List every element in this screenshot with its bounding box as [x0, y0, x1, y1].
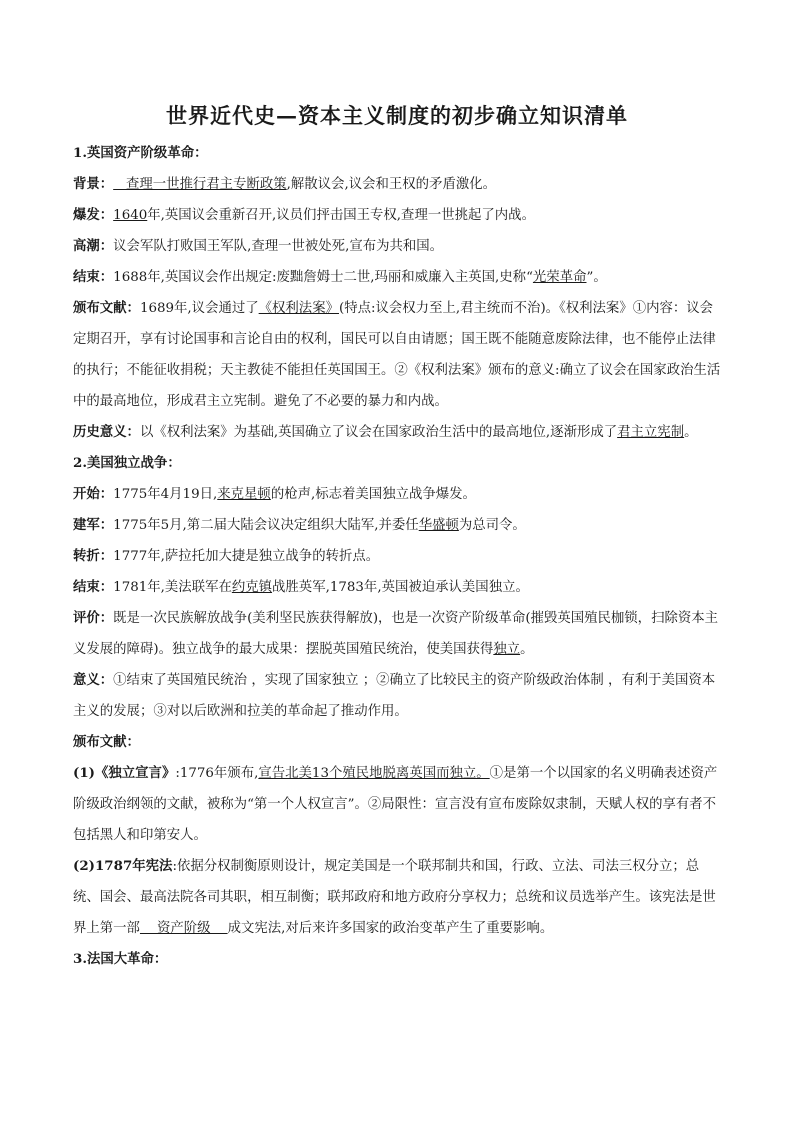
underlined-text: 来克星顿 — [217, 487, 271, 502]
paragraph-text: 的枪声,标志着美国独立战争爆发。 — [270, 487, 476, 502]
paragraph-text: :依据分权制衡原则设计，规定美国是一个联邦制共和国，行政、立法、司法三权分立；总统、国会、最高法院各司其职，相互制衡；联邦政府和地方政府分享权力；总统和议员选举产生。该宪法是世界上第一部 — [73, 859, 716, 936]
underlined-text: 华盛顿 — [418, 518, 459, 533]
paragraph-text: 为总司令。 — [458, 518, 526, 533]
paragraph-text: 1777年,萨拉托加大捷是独立战争的转折点。 — [113, 549, 380, 564]
paragraph-army — [73, 510, 723, 541]
paragraph-constitution — [73, 851, 723, 944]
label-constitution: (2)1787年宪法 — [73, 858, 173, 874]
label-significance: 意义： — [73, 672, 114, 688]
underlined-text: 《权利法案》 — [258, 301, 339, 316]
label-turning-point: 转折： — [73, 548, 114, 564]
section-heading-1: 1.英国资产阶级革命： — [73, 145, 208, 161]
paragraph-evaluation — [73, 603, 723, 665]
underlined-text: 约克镇 — [231, 580, 273, 595]
underlined-text: 宣告北美13个殖民地脱离英国而独立。 — [258, 766, 490, 781]
underlined-text: 1640 — [113, 208, 148, 223]
paragraph-text: 既是一次民族解放战争(美利坚民族获得解放)，也是一次资产阶级革命(摧毁英国殖民枷锁，扫除资本主义发展的障碍)。独立战争的最大成果：摆脱英国殖民统治，使美国获得 — [73, 611, 719, 657]
underlined-text: 独立 — [493, 642, 521, 657]
paragraph-document — [73, 293, 723, 417]
paragraph-climax — [73, 231, 723, 262]
paragraph-declaration — [73, 758, 723, 851]
section-heading-2: 2.美国独立战争： — [73, 455, 181, 471]
label-climax: 高潮： — [73, 238, 114, 254]
paragraph-text: ”。 — [586, 270, 607, 285]
page-title: 世界近代史—资本主义制度的初步确立知识清单 — [166, 103, 628, 128]
label-army: 建军： — [73, 517, 114, 533]
paragraph-end-2 — [73, 572, 723, 603]
paragraph-turning-point — [73, 541, 723, 572]
paragraph-end — [73, 262, 723, 293]
paragraph-text: :1776年颁布, — [175, 766, 259, 781]
paragraph-text: 1781年,美法联军在 — [113, 580, 232, 595]
label-end-2: 结束： — [73, 579, 114, 595]
paragraph-text: ①是第一个以国家的名义明确表述资产阶级政治纲领的文献，被称为“第一个人权宣言”。②局限性：宣言没有宣布废除奴隶制，天赋人权的享有者不包括黑人和印第安人。 — [73, 766, 718, 843]
paragraph-text: 战胜英军,1783年,英国被迫承认美国独立。 — [272, 580, 529, 595]
label-start: 开始： — [73, 486, 114, 502]
paragraph-text: 年,英国议会重新召开,议员们抨击国王专权,查理一世挑起了内战。 — [147, 208, 535, 223]
paragraph-background — [73, 169, 723, 200]
subheading-documents: 颁布文献： — [73, 734, 140, 750]
label-end: 结束： — [73, 269, 114, 285]
document-body — [73, 138, 723, 975]
paragraph-text: 1689年,议会通过了 — [139, 301, 259, 316]
paragraph-text: 成文宪法,对后来许多国家的政治变革产生了重要影响。 — [227, 921, 554, 936]
paragraph-start — [73, 479, 723, 510]
paragraph-text: 。 — [684, 425, 698, 440]
paragraph-text: 议会军队打败国王军队,查理一世被处死,宣布为共和国。 — [113, 239, 444, 254]
underlined-text: 资产阶级 — [139, 921, 228, 936]
paragraph-text: ,解散议会,议会和王权的矛盾激化。 — [286, 177, 497, 192]
label-historical-meaning: 历史意义： — [73, 424, 140, 440]
paragraph-text: 。 — [520, 642, 534, 657]
paragraph-outbreak — [73, 200, 723, 231]
paragraph-historical-meaning — [73, 417, 723, 448]
underlined-text: 君主立宪制 — [617, 425, 685, 440]
paragraph-text: 1775年5月,第二届大陆会议决定组织大陆军,并委任 — [113, 518, 419, 533]
paragraph-text: 1688年,英国议会作出规定:废黜詹姆士二世,玛丽和威廉入主英国,史称“ — [113, 270, 533, 285]
label-outbreak: 爆发： — [73, 207, 114, 223]
section-heading-3: 3.法国大革命： — [73, 951, 168, 967]
underlined-text: 光荣革命 — [532, 270, 587, 285]
label-background: 背景： — [73, 176, 114, 192]
label-document: 颁布文献： — [73, 300, 140, 316]
underlined-text: 查理一世推行君主专断政策 — [113, 177, 287, 192]
paragraph-text: ①结束了英国殖民统治 ，实现了国家独立 ；②确立了比较民主的资产阶级政治体制 ，有利于美国资本主义的发展；③对以后欧洲和拉美的革命起了推动作用。 — [73, 673, 716, 719]
paragraph-text: (特点:议会权力至上,君主统而不治)。《权利法案》①内容：议会定期召开，享有讨论国事和言论自由的权利，国民可以自由请愿；国王既不能随意废除法律，也不能停止法律的执行；不能征收捐税；天主教徒不能担任英国国王。②《权利法案》颁布的意义:确立了议会在国家政治生活中的最高地位，形成君主立宪制。避免了不必要的暴力和内战。 — [73, 301, 721, 409]
label-declaration: (1)《独立宣言》 — [73, 765, 176, 781]
paragraph-significance — [73, 665, 723, 727]
paragraph-text: 以《权利法案》为基础,英国确立了议会在国家政治生活中的最高地位,逐渐形成了 — [139, 425, 618, 440]
paragraph-text: 1775年4月19日, — [113, 487, 218, 502]
label-evaluation: 评价： — [73, 610, 114, 626]
